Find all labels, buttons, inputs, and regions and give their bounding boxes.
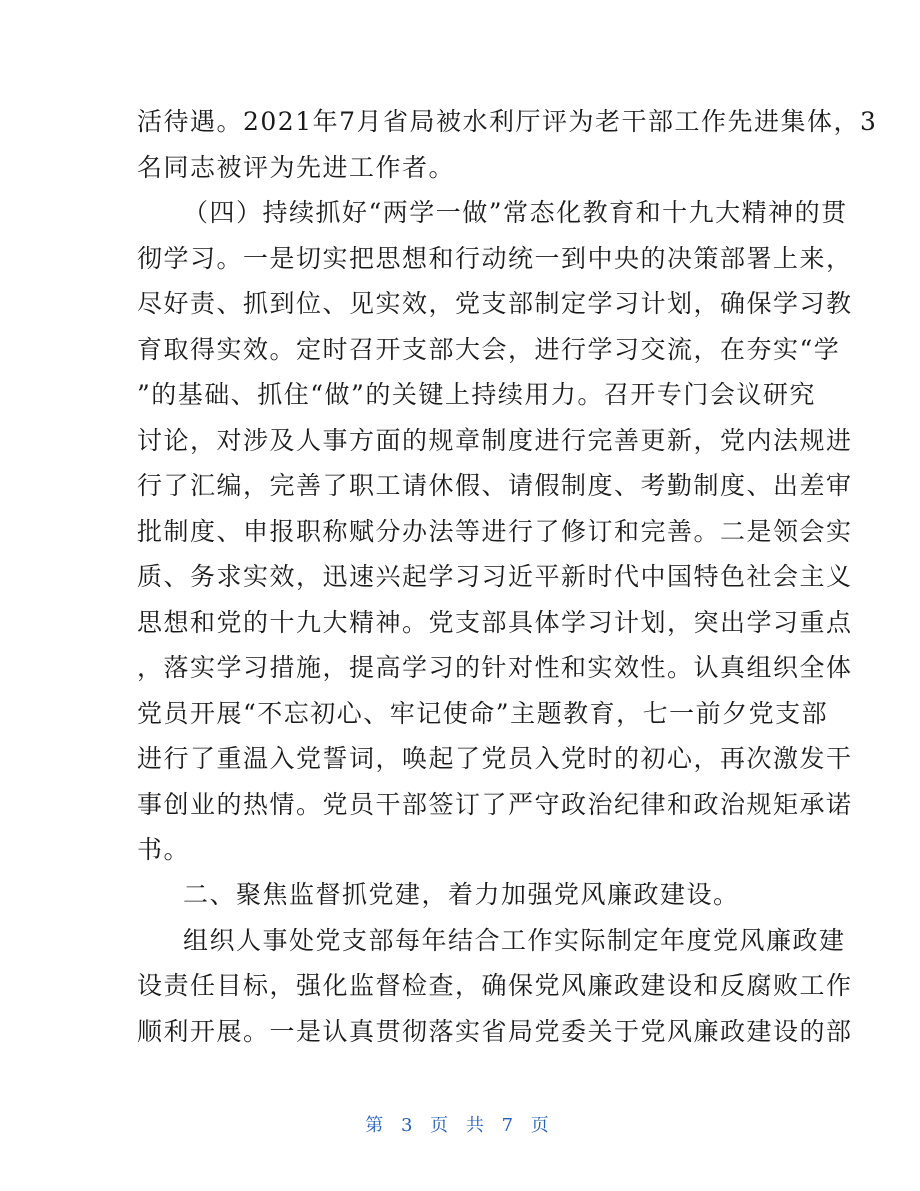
text-line: 活待遇。2021年7月省局被水利厅评为老干部工作先进集体，3 <box>137 107 878 136</box>
text-line: 讨论，对涉及人事方面的规章制度进行完善更新，党内法规进 <box>137 426 853 455</box>
text-line: 进行了重温入党誓词，唤起了党员入党时的初心，再次激发干 <box>137 744 853 773</box>
text-line: 名同志被评为先进工作者。 <box>137 153 456 182</box>
text-line: 批制度、申报职称赋分办法等进行了修订和完善。二是领会实 <box>137 517 853 546</box>
text-line: ，落实学习措施，提高学习的针对性和实效性。认真组织全体 <box>137 653 853 682</box>
text-line: 设责任目标，强化监督检查，确保党风廉政建设和反腐败工作 <box>137 971 853 1000</box>
text-line: 育取得实效。定时召开支部大会，进行学习交流，在夯实“学 <box>137 335 841 364</box>
text-line: ”的基础、抓住“做”的关键上持续用力。召开专门会议研究 <box>137 380 816 409</box>
paragraph-start-line: 组织人事处党支部每年结合工作实际制定年度党风廉政建 <box>183 926 846 955</box>
text-line: 书。 <box>137 835 191 864</box>
text-line: 事创业的热情。党员干部签订了严守政治纪律和政治规矩承诺 <box>137 790 853 819</box>
section-heading-2: 二、聚焦监督抓党建，着力加强党风廉政建设。 <box>183 880 740 909</box>
text-line: 思想和党的十九大精神。党支部具体学习计划，突出学习重点 <box>137 608 853 637</box>
text-line: 彻学习。一是切实把思想和行动统一到中央的决策部署上来， <box>137 244 853 273</box>
text-line: 行了汇编，完善了职工请休假、请假制度、考勤制度、出差审 <box>137 471 853 500</box>
page-number-footer: 第 3 页 共 7 页 <box>365 1115 555 1136</box>
section-heading-4: （四）持续抓好“两学一做”常态化教育和十九大精神的贯 <box>183 198 848 227</box>
text-line: 党员开展“不忘初心、牢记使命”主题教育，七一前夕党支部 <box>137 699 829 728</box>
text-line: 尽好责、抓到位、见实效，党支部制定学习计划，确保学习教 <box>137 289 853 318</box>
text-line: 质、务求实效，迅速兴起学习习近平新时代中国特色社会主义 <box>137 562 853 591</box>
text-line: 顺利开展。一是认真贯彻落实省局党委关于党风廉政建设的部 <box>137 1017 853 1046</box>
